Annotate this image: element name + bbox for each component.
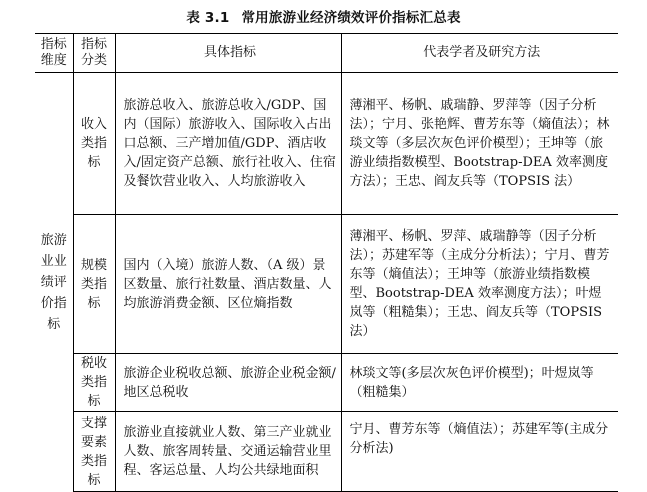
table-row — [35, 412, 618, 492]
header-row — [35, 34, 618, 73]
scholars-cell: 林琰文等(多层次灰色评价模型)；叶煜岚等（粗糙集） — [341, 354, 618, 412]
header-scholars: 代表学者及研究方法 — [341, 34, 618, 73]
category-cell: 支撑要素类指标 — [73, 412, 115, 492]
indicator-table — [35, 33, 618, 492]
category-cell: 税收类指标 — [73, 354, 115, 412]
scholars-cell: 宁月、曹芳东等（熵值法）；苏建军等(主成分分析法) — [341, 412, 618, 492]
header-indicators: 具体指标 — [115, 34, 341, 73]
header-category: 指标分类 — [73, 34, 115, 73]
indicators-cell: 国内（入境）旅游人数、（A 级）景区数量、旅行社数量、酒店数量、人均旅游消费金额、区位熵指数 — [115, 215, 341, 354]
category-cell: 规模类指标 — [73, 215, 115, 354]
scholars-cell: 薄湘平、杨帆、戚瑞静、罗萍等（因子分析法）；宁月、张艳辉、曹芳东等（熵值法）；林琰文等（多层次灰色评价模型）；王坤等（旅游业绩指数模型、Bootstrap-DEA 效率测度方法）；王忠、阎友兵等（TOPSIS 法） — [349, 98, 610, 189]
caption-number: 表 3.1 — [186, 10, 230, 26]
scholars-cell: 薄湘平、杨帆、罗萍、戚瑞静等（因子分析法）；苏建军等（主成分分析法）；宁月、曹芳东等（熵值法）；王坤等（旅游业绩指数模型、Bootstrap-DEA 效率测度方法）；叶煜岚等（粗糙集）；王忠、阎友兵等（TOPSIS 法） — [341, 215, 618, 354]
table-caption — [0, 6, 647, 26]
indicators-cell: 旅游总收入、旅游总收入/GDP、国内（国际）旅游收入、国际收入占出口总额、三产增加值/GDP、酒店收入/固定资产总额、旅行社收入、住宿及餐饮营业收入、人均旅游收入 — [115, 73, 341, 215]
caption-title: 常用旅游业经济绩效评价指标汇总表 — [241, 10, 461, 26]
category-cell: 收入类指标 — [73, 73, 115, 215]
dimension-cell: 旅游业业绩评价指标 — [35, 73, 73, 492]
header-dimension: 指标维度 — [35, 34, 73, 73]
table-row — [35, 354, 618, 412]
table-row — [35, 215, 618, 354]
table-row — [35, 73, 618, 215]
indicators-cell: 旅游业直接就业人数、第三产业就业人数、旅客周转量、交通运输营业里程、客运总量、人均公共绿地面积 — [115, 412, 341, 492]
indicators-cell: 旅游企业税收总额、旅游企业税金额/地区总税收 — [115, 354, 341, 412]
